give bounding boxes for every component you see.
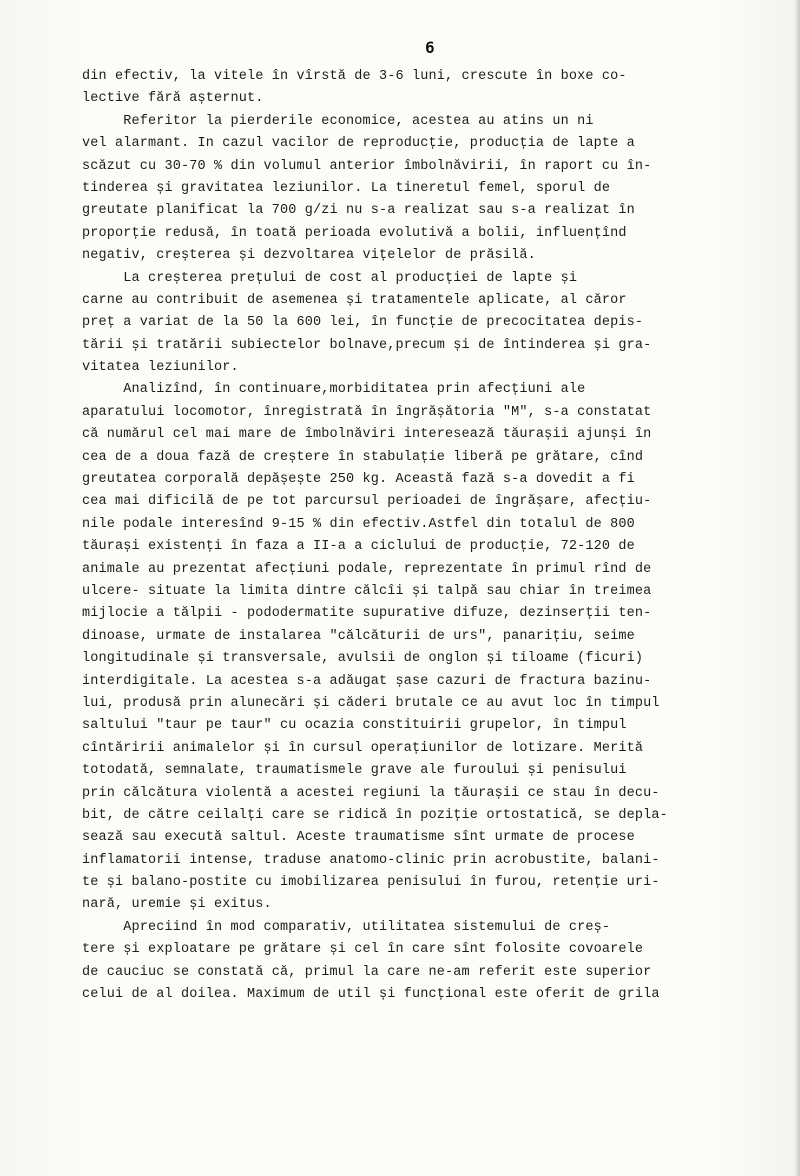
text-line: Referitor la pierderile economice, acestea au atins un ni [82,113,594,129]
text-line: scăzut cu 30-70 % din volumul anterior îmbolnăvirii, în raport cu în- [82,158,652,174]
text-line: greutatea corporală depășește 250 kg. Această fază s-a dovedit a fi [82,472,635,488]
text-line: bit, de către ceilalți care se ridică în poziție ortostatică, se depla- [82,807,668,823]
text-line: vitatea leziunilor. [82,360,239,376]
text-line: te și balano-postite cu imobilizarea penisului în furou, retenție uri- [82,875,660,891]
text-line: carne au contribuit de asemenea și tratamentele aplicate, al căror [82,292,627,308]
text-line: vel alarmant. In cazul vacilor de reproducție, producția de lapte a [82,136,635,152]
text-line: dinoase, urmate de instalarea "călcăturii de urs", panarițiu, seime [82,628,635,644]
text-line: prin călcătura violentă a acestei regiuni la tăurașii ce stau în decu- [82,785,660,801]
text-line: saltului "taur pe taur" cu ocazia constituirii grupelor, în timpul [82,718,627,734]
text-line: că numărul cel mai mare de îmbolnăviri interesează tăurașii ajunși în [82,427,652,443]
body-text [82,66,772,1006]
text-line: de cauciuc se constată că, primul la care ne-am referit este superior [82,964,652,980]
text-line: lui, produsă prin alunecări și căderi brutale ce au avut loc în timpul [82,695,660,711]
text-line: lective fără așternut. [82,91,264,107]
text-line: tăurași existenți în faza a II-a a ciclului de producție, 72-120 de [82,539,635,555]
text-line: totodată, semnalate, traumatismele grave ale furoului și penisului [82,763,627,779]
text-line: longitudinale și transversale, avulsii de onglon și tiloame (ficuri) [82,651,644,667]
text-line: sează sau execută saltul. Aceste traumatisme sînt urmate de procese [82,830,635,846]
text-line: interdigitale. La acestea s-a adăugat șase cazuri de fractura bazinu- [82,673,652,689]
text-line: tere și exploatare pe grătare și cel în care sînt folosite covoarele [82,942,644,958]
text-line: greutate planificat la 700 g/zi nu s-a realizat sau s-a realizat în [82,203,635,219]
page-edge-shadow [794,0,800,1176]
text-line: cîntăririi animalelor și în cursul operațiunilor de lotizare. Merită [82,740,644,756]
text-line: animale au prezentat afecțiuni podale, reprezentate în primul rînd de [82,561,652,577]
text-line: nară, uremie și exitus. [82,897,272,913]
text-line: tării și tratării subiectelor bolnave,precum și de întinderea și gra- [82,337,652,353]
text-line: cea mai dificilă de pe tot parcursul perioadei de îngrășare, afecțiu- [82,494,652,510]
page-number: 6 [425,38,435,57]
text-line: ulcere- situate la limita dintre călcîi și talpă sau chiar în treimea [82,583,652,599]
text-line: mijlocie a tălpii - pododermatite supurative difuze, dezinserții ten- [82,606,652,622]
text-line: din efectiv, la vitele în vîrstă de 3-6 luni, crescute în boxe co- [82,69,627,84]
text-line: tinderea și gravitatea leziunilor. La tineretul femel, sporul de [82,180,611,196]
text-line: Apreciind în mod comparativ, utilitatea sistemului de creș- [82,919,611,935]
text-line: inflamatorii intense, traduse anatomo-clinic prin acrobustite, balani- [82,852,660,868]
text-line: nile podale interesînd 9-15 % din efectiv.Astfel din totalul de 800 [82,516,635,532]
text-line: proporție redusă, în toată perioada evolutivă a bolii, influențînd [82,225,627,241]
text-line: aparatului locomotor, înregistrată în îngrășătoria "M", s-a constatat [82,404,652,420]
text-line: La creșterea prețului de cost al producției de lapte și [82,270,578,286]
text-line: cea de a doua fază de creștere în stabulație liberă pe grătare, cînd [82,449,644,465]
text-line: celui de al doilea. Maximum de util și funcțional este oferit de grila [82,987,660,1003]
text-line: Analizînd, în continuare,morbiditatea prin afecțiuni ale [82,382,586,398]
text-line: preț a variat de la 50 la 600 lei, în funcție de precocitatea depis- [82,315,644,331]
text-line: negativ, creșterea și dezvoltarea vițelelor de prăsilă. [82,248,536,264]
